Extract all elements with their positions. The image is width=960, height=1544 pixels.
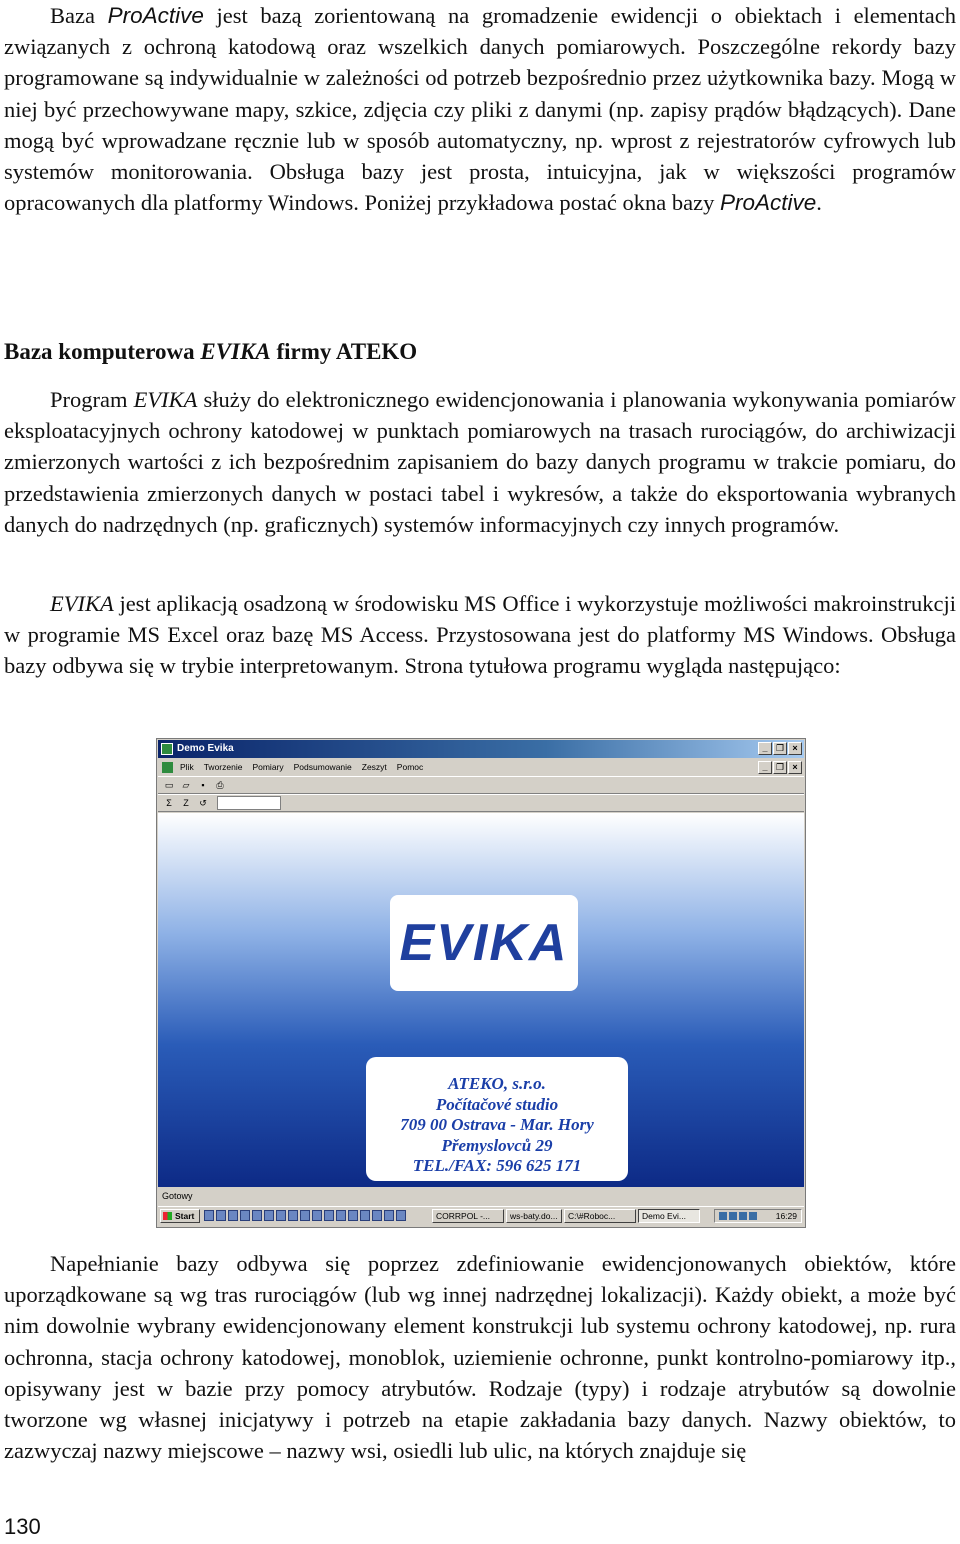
menu-item-pomoc[interactable]: Pomoc — [396, 762, 424, 772]
quick-launch-icon[interactable] — [300, 1210, 310, 1221]
task-button[interactable]: CORRPOL -... — [432, 1209, 504, 1223]
close-button[interactable]: × — [788, 742, 802, 755]
toolbar-combo-input[interactable] — [217, 796, 281, 810]
status-bar: Gotowy — [162, 1191, 193, 1201]
taskbar-tasks — [432, 1209, 700, 1223]
windows-taskbar — [158, 1206, 804, 1226]
address-line: Přemyslovců 29 — [441, 1135, 553, 1155]
paragraph-proactive: Baza ProActive jest bazą zorientowaną na gromadzenie ewidencji o obiektach i elementach związanych z ochroną katodową oraz wszelkich danych pomiarowych. Poszczególne rekordy bazy programowane są indywidualnie w zależności od potrzeb bezpośrednio przez użytkownika bazy. Mogą w niej być przechowywane mapy, szkice, zdjęcia czy pliki z danymi (np. zapisy prądów błądzących). Dane mogą być wprowadzane ręcznie lub w sposób automatyczny, np. wprost z rejestratorów cyfrowych lub systemów monitorowania. Obsługa bazy jest prosta, intuicyjna, jak w większości programów opracowanych dla platformy Windows. Poniżej przykładowa postać okna bazy ProActive. — [4, 3, 957, 216]
quick-launch-icon[interactable] — [216, 1210, 226, 1221]
doc-restore-button[interactable]: ❐ — [773, 761, 787, 774]
address-line: ATEKO, s.r.o. — [448, 1074, 546, 1093]
page-number: 130 — [4, 1514, 41, 1539]
logo-panel — [390, 895, 578, 991]
evika-logo: EVIKA — [399, 914, 569, 972]
evika-window-screenshot — [156, 738, 806, 1228]
menu-item-plik[interactable]: Plik — [180, 762, 194, 772]
quick-launch-icon[interactable] — [252, 1210, 262, 1221]
quick-launch-icon[interactable] — [336, 1210, 346, 1221]
address-line: TEL./FAX: 596 625 171 — [412, 1156, 582, 1175]
restore-button[interactable]: ❐ — [773, 742, 787, 755]
section-heading-evika: Baza komputerowa EVIKA firmy ATEKO — [4, 339, 418, 364]
standard-toolbar — [158, 776, 804, 794]
system-tray — [714, 1209, 802, 1223]
workbook-icon — [162, 762, 173, 773]
clock[interactable]: 16:29 — [775, 1211, 797, 1221]
menu-item-tworzenie[interactable]: Tworzenie — [203, 762, 243, 772]
quick-launch-icon[interactable] — [384, 1210, 394, 1221]
minimize-button[interactable]: _ — [758, 742, 772, 755]
task-button-active[interactable]: Demo Evi... — [638, 1209, 700, 1223]
start-button[interactable]: Start — [160, 1209, 200, 1223]
quick-launch-icon[interactable] — [396, 1210, 406, 1221]
quick-launch-icon[interactable] — [324, 1210, 334, 1221]
tray-icon[interactable] — [739, 1212, 747, 1220]
excel-app-icon — [161, 743, 173, 755]
address-line: Počítačové studio — [435, 1094, 559, 1114]
windows-logo-icon — [163, 1212, 172, 1220]
tray-icon[interactable] — [749, 1212, 757, 1220]
address-line: 709 00 Ostrava - Mar. Hory — [400, 1115, 594, 1134]
quick-launch-icon[interactable] — [288, 1210, 298, 1221]
menu-item-zeszyt[interactable]: Zeszyt — [361, 762, 387, 772]
refresh-icon[interactable]: ↺ — [199, 797, 207, 808]
menu-bar — [158, 759, 804, 776]
quick-launch-icon[interactable] — [240, 1210, 250, 1221]
doc-minimize-button[interactable]: _ — [758, 761, 772, 774]
quick-launch-icon[interactable] — [228, 1210, 238, 1221]
window-title: Demo Evika — [177, 743, 234, 754]
task-button[interactable]: C:\#Roboc... — [564, 1209, 636, 1223]
quick-launch-icon[interactable] — [204, 1210, 214, 1221]
print-icon[interactable]: ⎙ — [216, 779, 224, 790]
new-file-icon[interactable]: ▭ — [164, 779, 174, 790]
quick-launch-icon[interactable] — [360, 1210, 370, 1221]
doc-close-button[interactable]: × — [788, 761, 802, 774]
paragraph-evika-platform: EVIKA jest aplikacją osadzoną w środowisku MS Office i wykorzystuje możliwości makroinstrukcji w programie MS Excel oraz bazę MS Access. Przystosowana jest do platformy MS Windows. Obsługa bazy odbywa się w trybie interpretowanym. Strona tytułowa programu wygląda następująco: — [4, 591, 956, 679]
formula-toolbar — [158, 794, 804, 812]
quick-launch-icon[interactable] — [264, 1210, 274, 1221]
paragraph-evika-intro: Program EVIKA służy do elektronicznego ewidencjonowania i planowania wykonywania pomiarów eksploatacyjnych ochrony katodowej w punktach pomiarowych na trasach rurociągów, do archiwizacji zmierzonych wartości z ich bezpośrednim zapisaniem do bazy danych programu w trakcie pomiaru, do przedstawienia zmierzonych danych w postaci tabel i wykresów, a także do eksportowania wybranych danych do nadrzędnych (np. graficznych) systemów informacyjnych czy innych programów. — [4, 387, 956, 537]
quick-launch-icon[interactable] — [348, 1210, 358, 1221]
menu-item-pomiary[interactable]: Pomiary — [252, 762, 284, 772]
sum-icon[interactable]: Σ — [166, 797, 172, 808]
task-button[interactable]: ws-baty.do... — [506, 1209, 562, 1223]
company-address-panel — [366, 1057, 628, 1181]
paragraph-filling-database: Napełnianie bazy odbywa się poprzez zdefiniowanie ewidencjonowanych obiektów, które uporządkowane są wg tras rurociągów (lub wg innej nadrzędnej lokalizacji). Każdy obiekt, a może być nim dowolnie wybrany ewidencjonowany element konstrukcji lub systemu ochrony katodowej, np. rura ochronna, stacja ochrony katodowej, monoblok, uziemienie ochronne, punkt kontrolno-pomiarowy itp., opisywany jest w bazie przy pomocy atrybutów. Rodzaje (typy) i rodzaje atrybutów są dowolnie tworzone wg własnej inicjatywy i potrzeb na etapie zakładania bazy danych. Nazwy obiektów, to zazwyczaj nazwy miejscowe – nazwy wsi, osiedli lub ulic, na których znajduje się — [4, 1251, 956, 1464]
open-folder-icon[interactable]: ▱ — [182, 779, 190, 790]
tray-icon[interactable] — [719, 1212, 727, 1220]
quick-launch — [204, 1210, 406, 1221]
sort-icon[interactable]: Z — [183, 797, 189, 808]
window-titlebar — [158, 740, 804, 758]
tray-icon[interactable] — [729, 1212, 737, 1220]
quick-launch-icon[interactable] — [312, 1210, 322, 1221]
quick-launch-icon[interactable] — [372, 1210, 382, 1221]
menu-item-podsumowanie[interactable]: Podsumowanie — [293, 762, 352, 772]
save-icon[interactable]: ▪ — [201, 779, 205, 790]
title-screen — [158, 813, 804, 1187]
quick-launch-icon[interactable] — [276, 1210, 286, 1221]
